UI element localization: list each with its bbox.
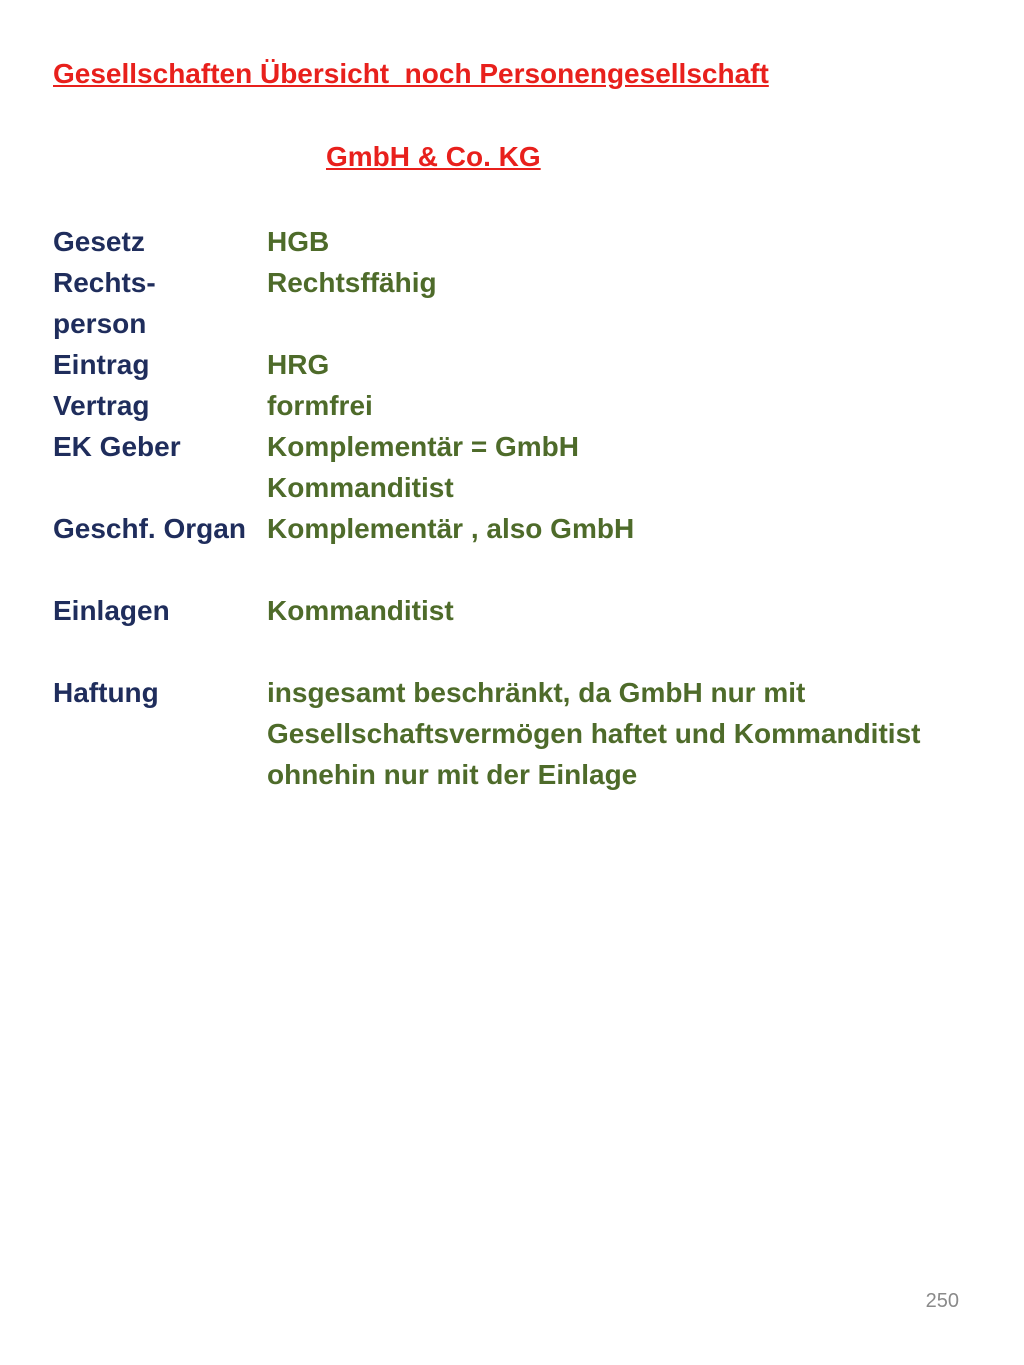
table-row-vertrag	[53, 385, 983, 426]
table-row-geschf-organ	[53, 508, 983, 549]
row-label	[53, 467, 267, 508]
row-label: Einlagen	[53, 595, 170, 626]
table-row-gesetz	[53, 221, 983, 262]
section-subtitle: GmbH & Co. KG	[326, 141, 541, 172]
row-label: EK Geber	[53, 431, 181, 462]
row-label: Eintrag	[53, 349, 150, 380]
row-value: HRG	[267, 349, 330, 380]
value-line: ohnehin nur mit der Einlage	[267, 759, 638, 790]
row-value: Kommanditist	[267, 595, 454, 626]
row-value: HGB	[267, 226, 330, 257]
value-line: insgesamt beschränkt, da GmbH nur mit	[267, 677, 806, 708]
overview-table	[53, 221, 983, 795]
row-label: Gesetz	[53, 226, 145, 257]
row-value	[267, 303, 983, 344]
table-row-eintrag	[53, 344, 983, 385]
table-row-ek-geber	[53, 426, 983, 467]
row-value: formfrei	[267, 390, 373, 421]
row-label: Haftung	[53, 677, 159, 708]
row-label: person	[53, 308, 147, 339]
row-value: Kommanditist	[267, 472, 454, 503]
row-value: Rechtsffähig	[267, 267, 437, 298]
row-value: Komplementär = GmbH	[267, 431, 579, 462]
row-spacer	[53, 631, 983, 672]
table-row-einlagen	[53, 590, 983, 631]
row-label: Geschf. Organ	[53, 513, 246, 544]
table-row-haftung	[53, 672, 983, 795]
row-label: Rechts-	[53, 267, 156, 298]
table-row-ek-geber-cont	[53, 467, 983, 508]
row-spacer	[53, 549, 983, 590]
page-number: 250	[925, 1290, 959, 1312]
row-value	[267, 672, 983, 795]
row-value: Komplementär , also GmbH	[267, 513, 635, 544]
table-row-rechtsperson-cont	[53, 303, 983, 344]
table-row-rechtsperson	[53, 262, 983, 303]
row-label: Vertrag	[53, 390, 150, 421]
value-line: Gesellschaftsvermögen haftet und Kommanditist	[267, 718, 921, 749]
page-title: Gesellschaften Übersicht noch Personengesellschaft	[53, 58, 769, 89]
